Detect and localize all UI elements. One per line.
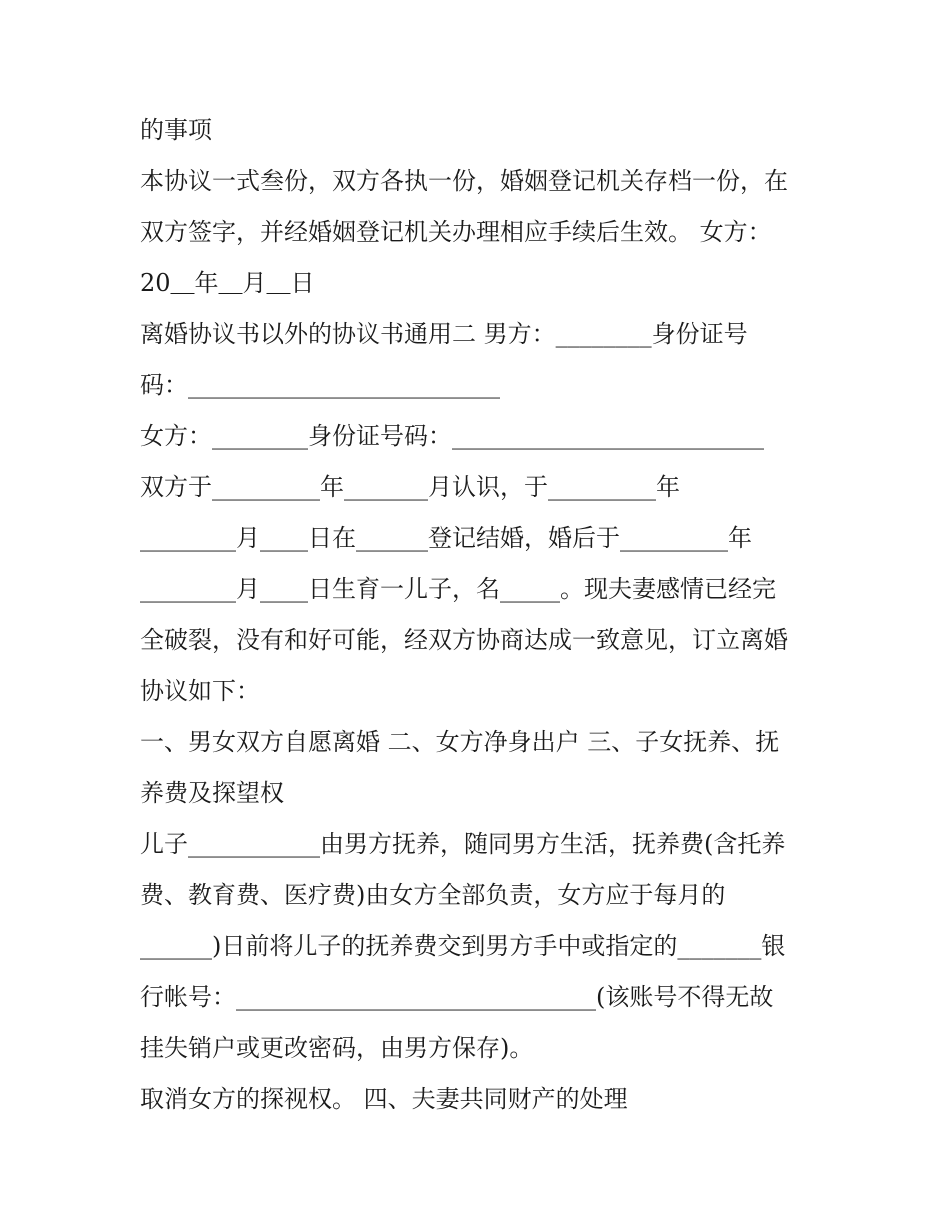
text-line: 行帐号：______________________________(该账号不得无故: [140, 983, 774, 1011]
text-line: 挂失销户或更改密码，由男方保存)。: [140, 1034, 534, 1062]
document-body: [140, 105, 830, 1125]
text-line: 取消女方的探视权。 四、夫妻共同财产的处理: [140, 1085, 628, 1113]
text-line: 本协议一式叁份，双方各执一份，婚姻登记机关存档一份，在: [140, 167, 788, 195]
text-line: ________月____日在______登记结婚，婚后于_________年: [140, 524, 752, 552]
text-line: ________月____日生育一儿子，名_____。现夫妻感情已经完: [140, 575, 776, 603]
text-line: 费、教育费、医疗费)由女方全部负责，女方应于每月的: [140, 881, 726, 909]
text-line: 儿子___________由男方抚养，随同男方生活，抚养费(含托养: [140, 830, 786, 858]
text-line: ______)日前将儿子的抚养费交到男方手中或指定的_______银: [140, 932, 786, 960]
text-line: 离婚协议书以外的协议书通用二 男方：________身份证号: [140, 320, 748, 348]
text-line: 协议如下：: [140, 677, 260, 705]
text-line: 一、男女双方自愿离婚 二、女方净身出户 三、子女抚养、抚: [140, 728, 780, 756]
text-line: 养费及探望权: [140, 779, 284, 807]
text-line: 20＿年＿月＿日: [140, 269, 315, 297]
text-line: 码：__________________________: [140, 371, 500, 399]
text-line: 的事项: [140, 116, 212, 144]
text-line: 女方：________身份证号码：__________________________: [140, 422, 764, 450]
text-line: 双方签字，并经婚姻登记机关办理相应手续后生效。 女方：: [140, 218, 772, 246]
text-line: 全破裂，没有和好可能，经双方协商达成一致意见，订立离婚: [140, 626, 788, 654]
text-line: 双方于_________年_______月认识，于_________年: [140, 473, 680, 501]
